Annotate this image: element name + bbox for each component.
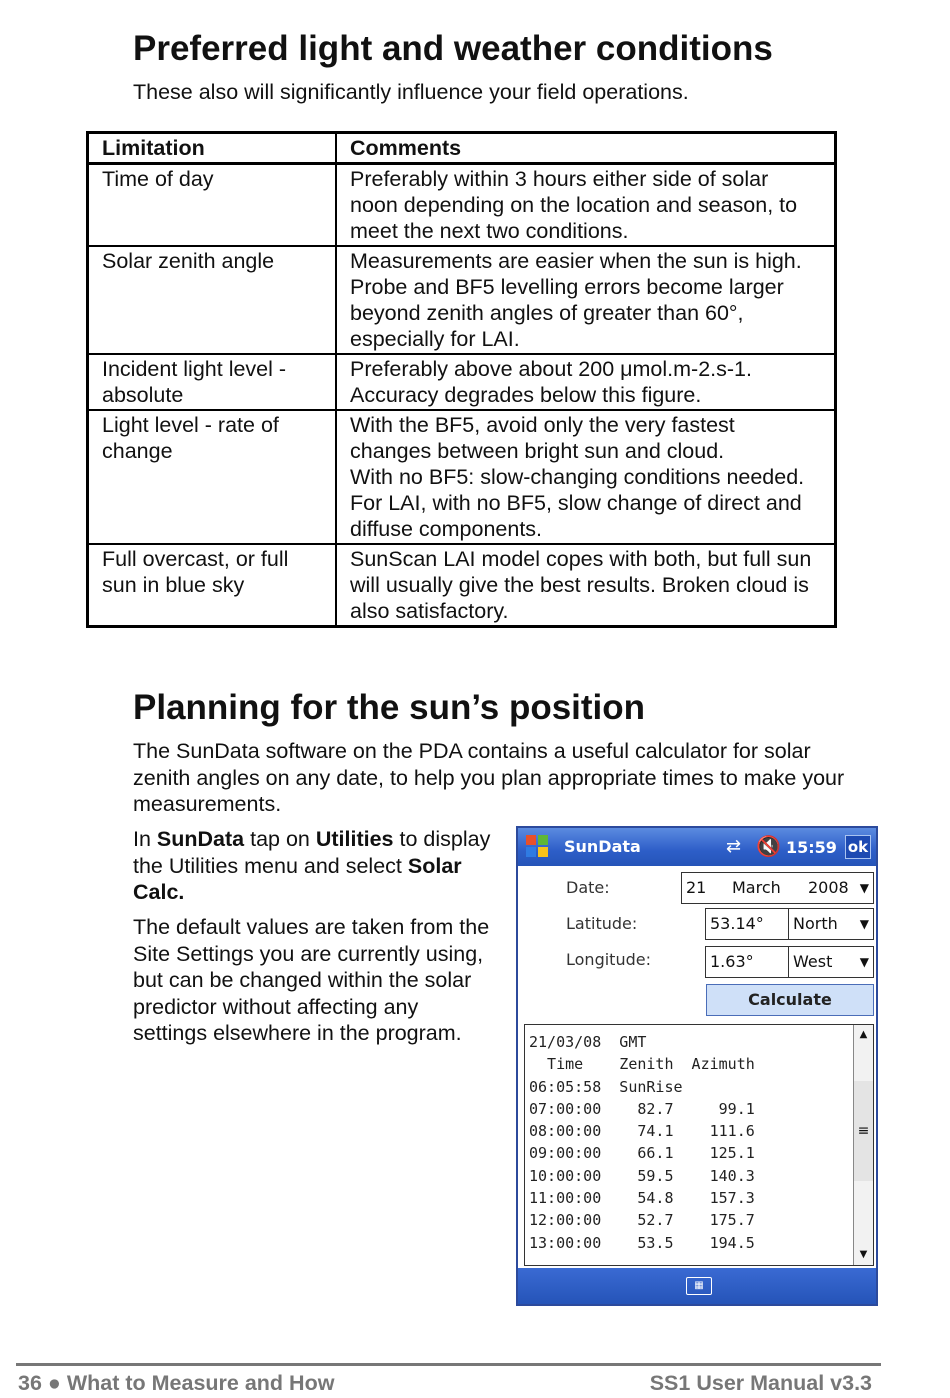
scroll-thumb[interactable]: ≡ [854,1081,873,1181]
calculate-button[interactable]: Calculate [706,984,874,1016]
menu-utilities: Utilities [315,827,394,851]
latitude-direction-select[interactable] [788,908,874,940]
keyboard-icon[interactable]: ▦ [686,1277,712,1295]
table-row [88,410,836,544]
section-heading-light-weather: Preferred light and weather conditions [133,29,773,68]
comment-cell: With the BF5, avoid only the very fastest changes between bright sun and cloud. With no BF5: slow-changing conditions needed. For LAI, with no BF5, slow change of direct and diffuse components. [336,410,836,544]
pda-app-title: SunData [564,837,641,856]
scroll-down-icon[interactable]: ▼ [859,1249,868,1260]
table-row [88,246,836,354]
longitude-label: Longitude: [566,950,651,969]
date-picker[interactable] [681,872,874,904]
longitude-direction-select[interactable] [788,946,874,978]
footer-divider [16,1363,881,1366]
limitation-cell: Solar zenith angle [88,246,337,354]
results-scrollbar[interactable] [853,1025,873,1265]
header-comments: Comments [336,133,836,164]
comment-cell: Preferably within 3 hours either side of solar noon depending on the location and season, to meet the next two conditions. [336,164,836,247]
header-limitation: Limitation [88,133,337,164]
ok-button[interactable]: ok [845,835,871,859]
pda-menu-bar [518,1268,876,1304]
default-values-paragraph: The default values are taken from the Site Settings you are currently using, but can be changed within the solar predictor without affecting any settings elsewhere in the program. [133,915,490,1045]
longitude-direction-value: West [793,952,833,971]
date-day: 21 [686,878,707,897]
date-month: March [732,878,781,897]
longitude-input[interactable]: 1.63° [705,946,790,978]
comment-cell: SunScan LAI model copes with both, but full sun will usually give the best results. Broken cloud is also satisfactory. [336,544,836,627]
pda-clock[interactable]: 15:59 [786,838,837,857]
chevron-down-icon: ▼ [859,881,869,895]
limitation-cell: Light level - rate of change [88,410,337,544]
pda-screenshot [516,826,878,1306]
footer-left: 36 ● What to Measure and How [18,1371,335,1395]
date-label: Date: [566,878,610,897]
date-year: 2008 [808,878,849,897]
latitude-input[interactable]: 53.14° [705,908,790,940]
table-row [88,354,836,410]
limitation-cell: Incident light level - absolute [88,354,337,410]
scroll-up-icon[interactable]: ▲ [859,1029,868,1040]
chevron-down-icon: ▼ [859,955,869,969]
chevron-down-icon: ▼ [859,917,869,931]
limitation-cell: Time of day [88,164,337,247]
section-intro-sun-position: The SunData software on the PDA contains a useful calculator for solar zenith angles on any date, to help you plan appropriate times to make your measurements. [133,739,845,816]
comment-cell: Preferably above about 200 μmol.m-2.s-1. Accuracy degrades below this figure. [336,354,836,410]
instr-text-2: tap on [244,827,316,851]
instr-text-3: to display the Utilities menu and select [133,827,491,878]
limitations-table [86,131,837,628]
app-name-sundata: SunData [156,827,245,851]
instr-text-1: In [133,827,157,851]
windows-start-icon[interactable] [526,835,550,859]
results-text: 21/03/08 GMT Time Zenith Azimuth 06:05:58 SunRise 07:00:00 82.7 99.1 08:00:00 74.1 111.6 09:00:00 66.1 125.1 10:00:00 59.5 140.3 11:00:00 54.8 157.3 12:00:00 52.7 175.7 13:00:00 53.5 194.5 [529,1033,755,1252]
connectivity-icon[interactable]: ⇄ [726,836,742,857]
limitation-cell: Full overcast, or full sun in blue sky [88,544,337,627]
latitude-label: Latitude: [566,914,638,933]
menu-solar-calc: Solar Calc. [133,853,462,904]
results-list[interactable] [524,1024,874,1266]
table-header-row [88,133,836,164]
section-intro-light-weather: These also will significantly influence your field operations. [133,80,689,104]
pda-titlebar [518,828,876,866]
table-row [88,544,836,627]
section-heading-sun-position: Planning for the sun’s position [133,688,646,727]
volume-icon[interactable]: 🔇 [756,834,781,858]
table-row [88,164,836,247]
instructions-paragraph [133,826,503,906]
footer-right: SS1 User Manual v3.3 [649,1371,872,1395]
latitude-direction-value: North [793,914,838,933]
comment-cell: Measurements are easier when the sun is high. Probe and BF5 levelling errors become larger beyond zenith angles of greater than 60°, especially for LAI. [336,246,836,354]
